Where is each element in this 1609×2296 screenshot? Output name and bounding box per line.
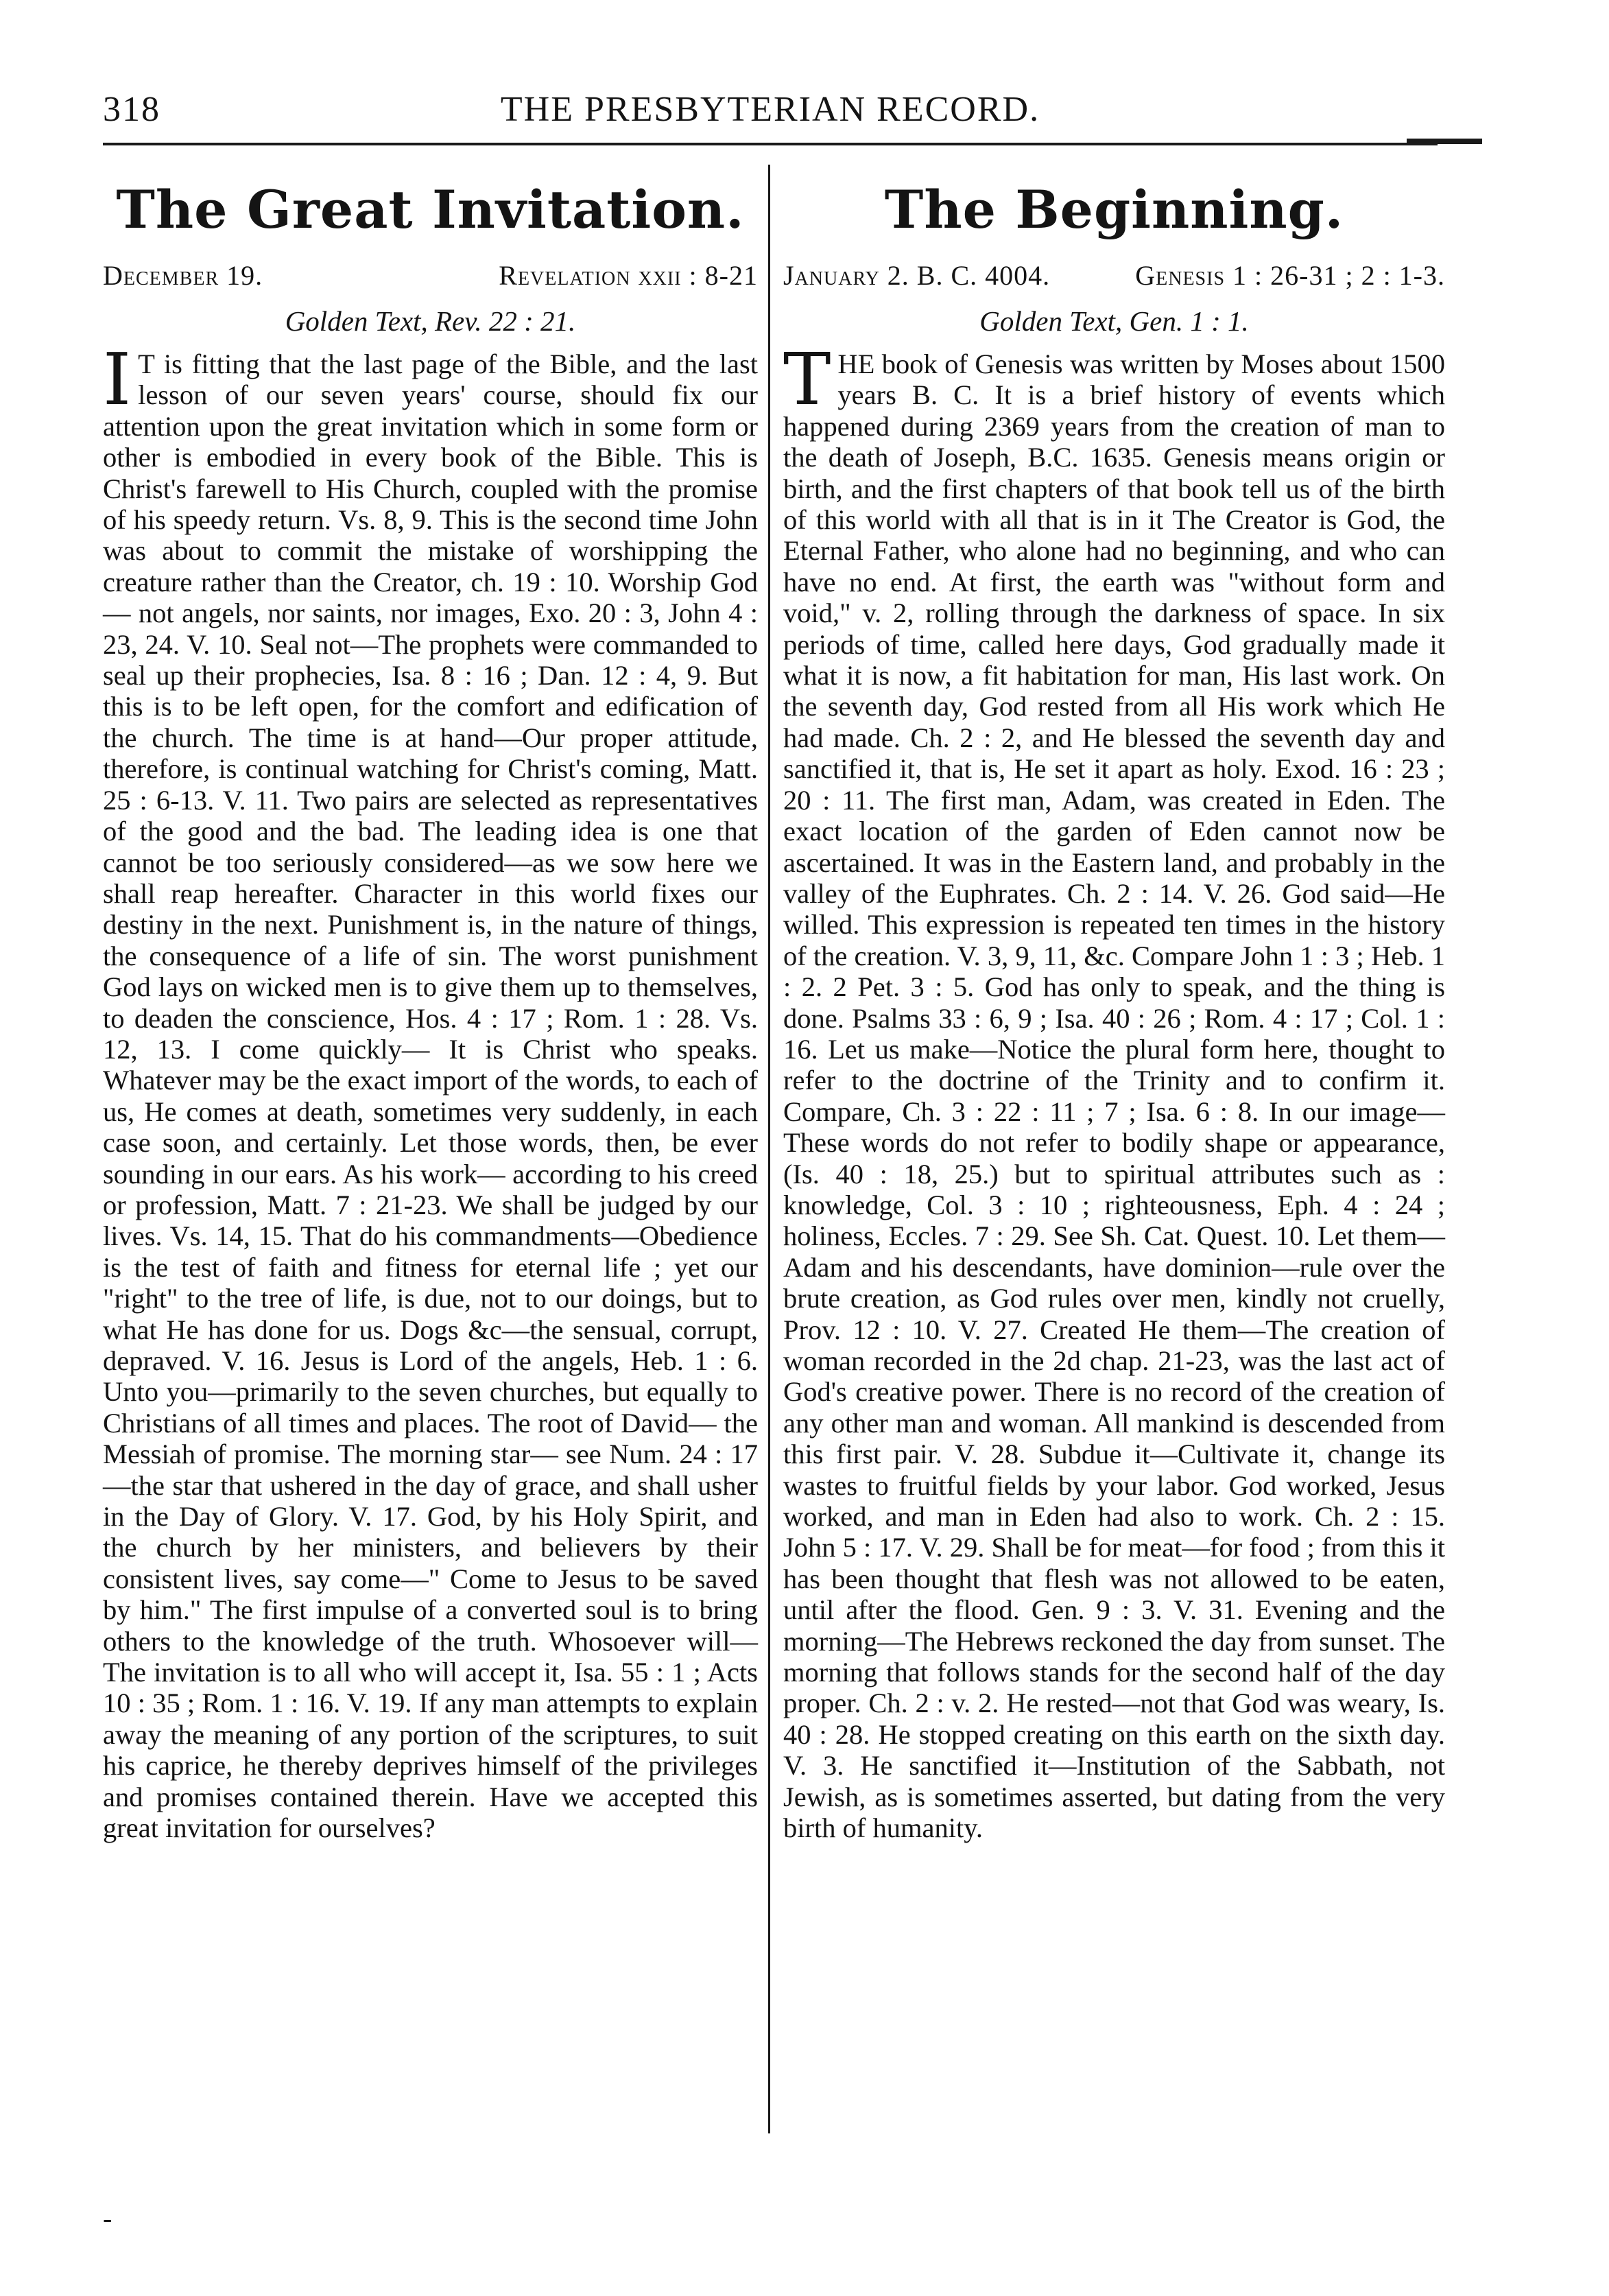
- lesson-meta: [103, 257, 758, 295]
- page-number: 318: [103, 90, 160, 129]
- print-mark: -: [103, 2203, 112, 2234]
- lesson-body-text: HE book of Genesis was written by Moses about 1500 years B. C. It is a brief history of events which happened during 2369 years from the creation of man to the death of Joseph, B.C. 1635. Genesis means origin or birth, and the first chapters of that book tell us of the birth of this world with all that is in it The Creator is God, the Eternal Father, who alone had no beginning, and who can have no end. At first, the earth was "without form and void," v. 2, rolling through the darkness of space. In six periods of time, called here days, God gradually made it what it is now, a fit habitation for man, His last work. On the seventh day, God rested from all His work which He had made. Ch. 2 : 2, and He blessed the seventh day and sanctified it, that is, He set it apart as holy. Exod. 16 : 23 ; 20 : 11. The first man, Adam, was created in Eden. The exact location of the garden of Eden cannot now be ascertained. It was in the Eastern land, and probably in the valley of the Euphrates. Ch. 2 : 14. V. 26. God said—He willed. This expression is repeated ten times in the history of the creation. V. 3, 9, 11, &c. Compare John 1 : 3 ; Heb. 1 : 2. 2 Pet. 3 : 5. God has only to speak, and the thing is done. Psalms 33 : 6, 9 ; Isa. 40 : 26 ; Rom. 4 : 17 ; Col. 1 : 16. Let us make—Notice the plural form here, thought to refer to the doctrine of the Trinity and to confirm it. Compare, Ch. 3 : 22 : 11 ; 7 ; Isa. 6 : 8. In our image—These words do not refer to bodily shape or appearance, (Is. 40 : 18, 25.) but to spiritual attributes such as : knowledge, Col. 3 : 10 ; righteousness, Eph. 4 : 24 ; holiness, Eccles. 7 : 29. See Sh. Cat. Quest. 10. Let them—Adam and his descendants, have dominion—rule over the brute creation, as God rules over men, kindly not cruelly, Prov. 12 : 10. V. 27. Created He them—The creation of woman recorded in the 2d chap. 21-23, was the last act of God's creative power. There is no record of the creation of any other man and woman. All mankind is descended from this first pair. V. 28. Subdue it—Cultivate it, change its wastes to fruitful fields by your labor. God worked, Jesus worked, and man in Eden had also to work. Ch. 2 : 15. John 5 : 17. V. 29. Shall be for meat—for food ; from this it has been thought that flesh was not allowed to be eaten, until after the flood. Gen. 9 : 3. V. 31. Evening and the morning—The Hebrews reckoned the day from sunset. The morning that follows stands for the second half of the day proper. Ch. 2 : v. 2. He rested—not that God was weary, Is. 40 : 28. He stopped creating on this earth on the sixth day. V. 3. He sanctified it—Institution of the Sabbath, not Jewish, as is sometimes asserted, but dating from the very birth of humanity.: [783, 348, 1445, 1844]
- right-lesson-column: [783, 171, 1445, 1844]
- lesson-title: The Beginning.: [884, 179, 1344, 240]
- lesson-title: The Great Invitation.: [116, 179, 745, 240]
- drop-cap: T: [783, 338, 831, 421]
- scripture-reference: Genesis 1 : 26-31 ; 2 : 1-3.: [1135, 260, 1445, 291]
- golden-text: Golden Text, Gen. 1 : 1.: [979, 305, 1249, 337]
- header-rule: [103, 143, 1438, 145]
- lesson-body: [783, 338, 1445, 1844]
- golden-text: Golden Text, Rev. 22 : 21.: [285, 305, 576, 337]
- journal-title: THE PRESBYTERIAN RECORD.: [500, 90, 1040, 129]
- running-head: [103, 75, 1438, 137]
- drop-cap: I: [103, 338, 132, 421]
- scripture-reference: Revelation xxii : 8-21: [499, 260, 758, 291]
- lesson-date: December 19.: [103, 260, 263, 291]
- left-lesson-column: [103, 171, 758, 1844]
- lesson-meta: [783, 257, 1445, 295]
- lesson-date: January 2. B. C. 4004.: [783, 260, 1051, 291]
- header-rule-mark: [1407, 139, 1482, 144]
- lesson-body-text: T is fitting that the last page of the Bible, and the last lesson of our seven years' course, should fix our attention upon the great invitation which in some form or other is embodied in every book of the Bible. This is Christ's farewell to His Church, coupled with the promise of his speedy return. Vs. 8, 9. This is the second time John was about to commit the mistake of worshipping the creature rather than the Creator, ch. 19 : 10. Worship God— not angels, nor saints, nor images, Exo. 20 : 3, John 4 : 23, 24. V. 10. Seal not—The prophets were commanded to seal up their prophecies, Isa. 8 : 16 ; Dan. 12 : 4, 9. But this is to be left open, for the comfort and edification of the church. The time is at hand—Our proper attitude, therefore, is continual watching for Christ's coming, Matt. 25 : 6-13. V. 11. Two pairs are selected as representatives of the good and the bad. The leading idea is one that cannot be too seriously considered—as we sow here we shall reap hereafter. Character in this world fixes our destiny in the next. Punishment is, in the nature of things, the consequence of a life of sin. The worst punishment God lays on wicked men is to give them up to themselves, to deaden the conscience, Hos. 4 : 17 ; Rom. 1 : 28. Vs. 12, 13. I come quickly— It is Christ who speaks. Whatever may be the exact import of the words, to each of us, He comes at death, sometimes very suddenly, in each case soon, and certainly. Let those words, then, be ever sounding in our ears. As his work— according to his creed or profession, Matt. 7 : 21-23. We shall be judged by our lives. Vs. 14, 15. That do his commandments—Obedience is the test of faith and fitness for eternal life ; yet our "right" to the tree of life, is due, not to our doings, but to what He has done for us. Dogs &c—the sensual, corrupt, depraved. V. 16. Jesus is Lord of the angels, Heb. 1 : 6. Unto you—primarily to the seven churches, but equally to Christians of all times and places. The root of David— the Messiah of promise. The morning star— see Num. 24 : 17—the star that ushered in the day of grace, and shall usher in the Day of Glory. V. 17. God, by his Holy Spirit, and the church by her ministers, and believers by their consistent lives, say come—" Come to Jesus to be saved by him." The first impulse of a converted soul is to bring others to the knowledge of the truth. Whosoever will—The invitation is to all who will accept it, Isa. 55 : 1 ; Acts 10 : 35 ; Rom. 1 : 16. V. 19. If any man attempts to explain away the meaning of any portion of the scriptures, to suit his caprice, he thereby deprives himself of the privileges and promises contained therein. Have we accepted this great invitation for ourselves?: [103, 348, 758, 1844]
- lesson-body: [103, 338, 758, 1844]
- column-divider: [768, 165, 770, 2133]
